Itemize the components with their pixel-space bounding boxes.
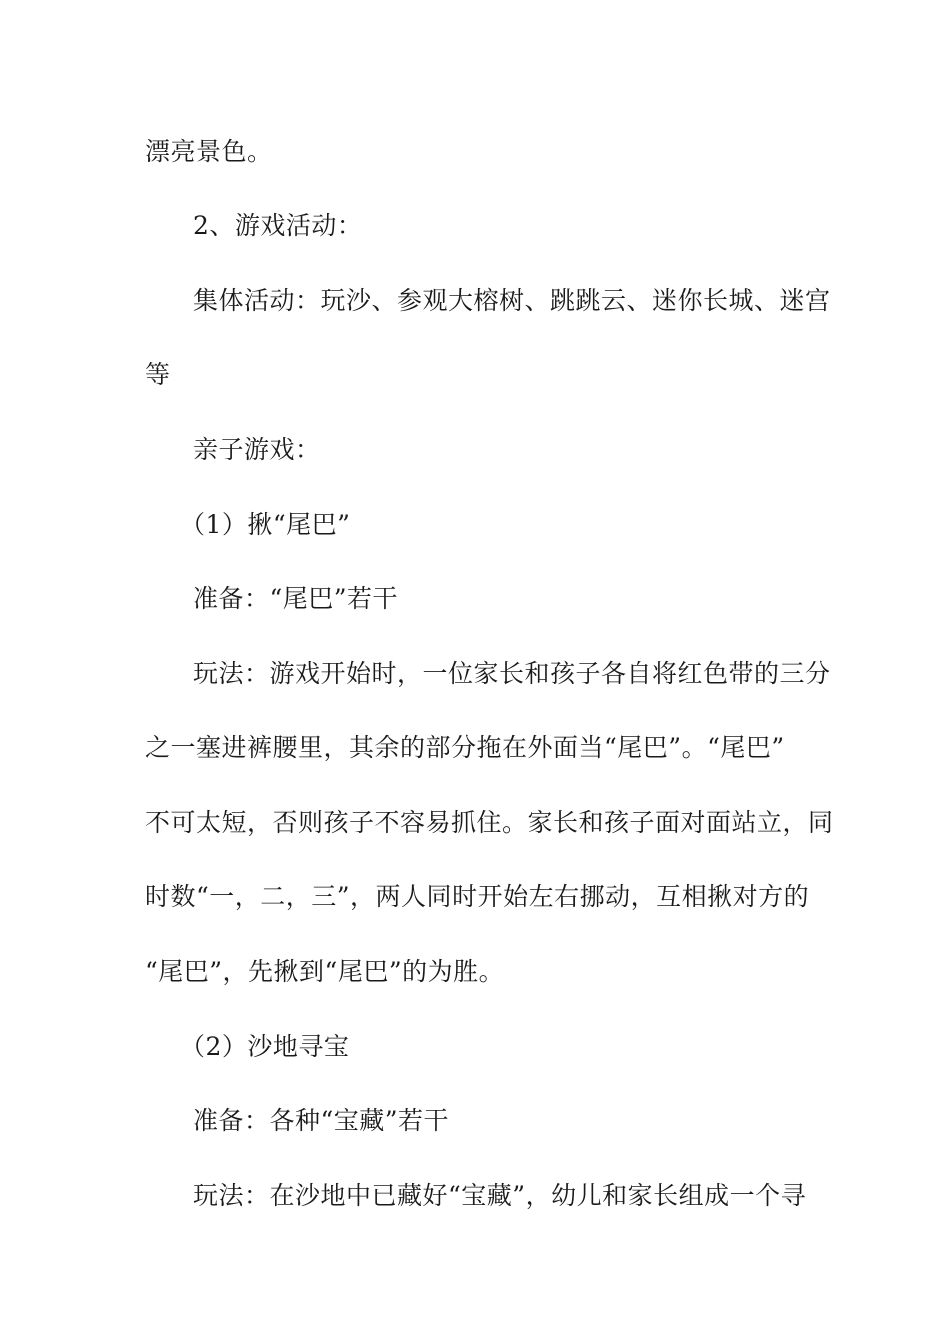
text-line: 漂亮景色。 [145,137,273,166]
subsection-heading: （2）沙地寻宝 [180,1032,350,1061]
text-line: 准备：“尾巴”若干 [193,584,399,613]
text-line: “尾巴”，先揪到“尾巴”的为胜。 [145,957,505,986]
text-line: 不可太短，否则孩子不容易抓住。家长和孩子面对面站立，同 [145,808,834,837]
text-line: 等 [145,360,171,389]
text-line: 玩法：在沙地中已藏好“宝藏”，幼儿和家长组成一个寻 [193,1181,807,1210]
text-line: 集体活动：玩沙、参观大榕树、跳跳云、迷你长城、迷宫 [193,286,831,315]
text-line: 准备：各种“宝藏”若干 [193,1106,450,1135]
text-line: 玩法：游戏开始时，一位家长和孩子各自将红色带的三分 [193,659,831,688]
text-line: 亲子游戏： [193,435,321,464]
text-line: 时数“一，二，三”，两人同时开始左右挪动，互相揪对方的 [145,882,810,911]
subsection-heading: （1）揪“尾巴” [180,510,351,539]
text-line: 之一塞进裤腰里，其余的部分拖在外面当“尾巴”。“尾巴” [145,733,785,762]
section-heading: 2、游戏活动： [193,211,363,240]
